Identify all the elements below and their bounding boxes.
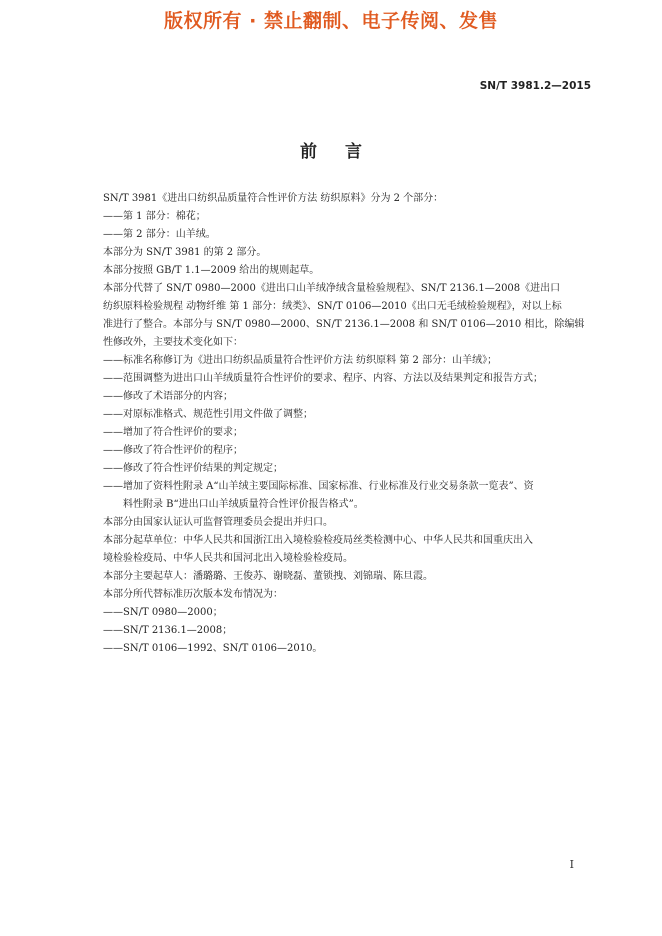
list-item: ——对原标准格式、规范性引用文件做了调整； [103, 409, 313, 420]
paragraph-line: 纺织原料检验规程 动物纤维 第 1 部分：绒类》、SN/T 0106—2010《出口无毛绒检验规程》，对以上标 [103, 301, 562, 312]
list-item: ——修改了术语部分的内容； [103, 391, 233, 402]
paragraph-proposer: 本部分由国家认证认可监督管理委员会提出并归口。 [103, 517, 333, 528]
paragraph-drafters: 本部分主要起草人：潘璐璐、王俊苏、谢晓磊、董锁拽、刘锦瑞、陈旦霞。 [103, 571, 433, 582]
page-title: 前言 [300, 142, 390, 162]
list-item: ——修改了符合性评价结果的判定规定； [103, 463, 283, 474]
paragraph-line: 性修改外，主要技术变化如下： [103, 337, 243, 348]
paragraph-line: 本部分代替了 SN/T 0980—2000《进出口山羊绒净绒含量检验规程》、SN/T 2136.1—2008《进出口 [103, 283, 561, 294]
list-item-continuation: 料性附录 B“进出口山羊绒质量符合性评价报告格式”。 [123, 499, 364, 510]
paragraph-structure: SN/T 3981《进出口纺织品质量符合性评价方法 纺织原料》分为 2 个部分： [103, 193, 444, 204]
page-number: I [569, 858, 574, 871]
paragraph-history-intro: 本部分所代替标准历次版本发布情况为： [103, 589, 283, 600]
paragraph-line: 准进行了整合。本部分与 SN/T 0980—2000、SN/T 2136.1—2008 和 SN/T 0106—2010 相比，除编辑 [103, 319, 585, 330]
list-item: ——第 1 部分：棉花； [103, 211, 206, 222]
technical-changes-list [103, 352, 593, 514]
history-item: ——SN/T 0106—1992、SN/T 0106—2010。 [103, 643, 323, 654]
list-item: ——范围调整为进出口山羊绒质量符合性评价的要求、程序、内容、方法以及结果判定和报告方式； [103, 373, 543, 384]
paragraph-drafting-units-line: 本部分起草单位：中华人民共和国浙江出入境检验检疫局丝类检测中心、中华人民共和国重庆出入 [103, 535, 533, 546]
paragraph-replaced-standards [103, 280, 593, 352]
list-item: ——标准名称修订为《进出口纺织品质量符合性评价方法 纺织原料 第 2 部分：山羊绒》； [103, 355, 498, 366]
history-item: ——SN/T 0980—2000； [103, 607, 223, 618]
list-item: ——增加了符合性评价的要求； [103, 427, 243, 438]
list-item: ——第 2 部分：山羊绒。 [103, 229, 216, 240]
paragraph-drafting-units-line: 境检验检疫局、中华人民共和国河北出入境检验检疫局。 [103, 553, 353, 564]
list-item: ——增加了资料性附录 A“山羊绒主要国际标准、国家标准、行业标准及行业交易条款一览表”、资 [103, 481, 534, 492]
copyright-watermark: 版权所有 · 禁止翻制、电子传阅、发售 [164, 10, 498, 32]
paragraph-drafting-rules: 本部分按照 GB/T 1.1—2009 给出的规则起草。 [103, 265, 320, 276]
standard-code: SN/T 3981.2—2015 [479, 80, 591, 92]
list-item: ——修改了符合性评价的程序； [103, 445, 243, 456]
paragraph-part-note: 本部分为 SN/T 3981 的第 2 部分。 [103, 247, 267, 258]
foreword-body [103, 190, 593, 658]
history-item: ——SN/T 2136.1—2008； [103, 625, 233, 636]
